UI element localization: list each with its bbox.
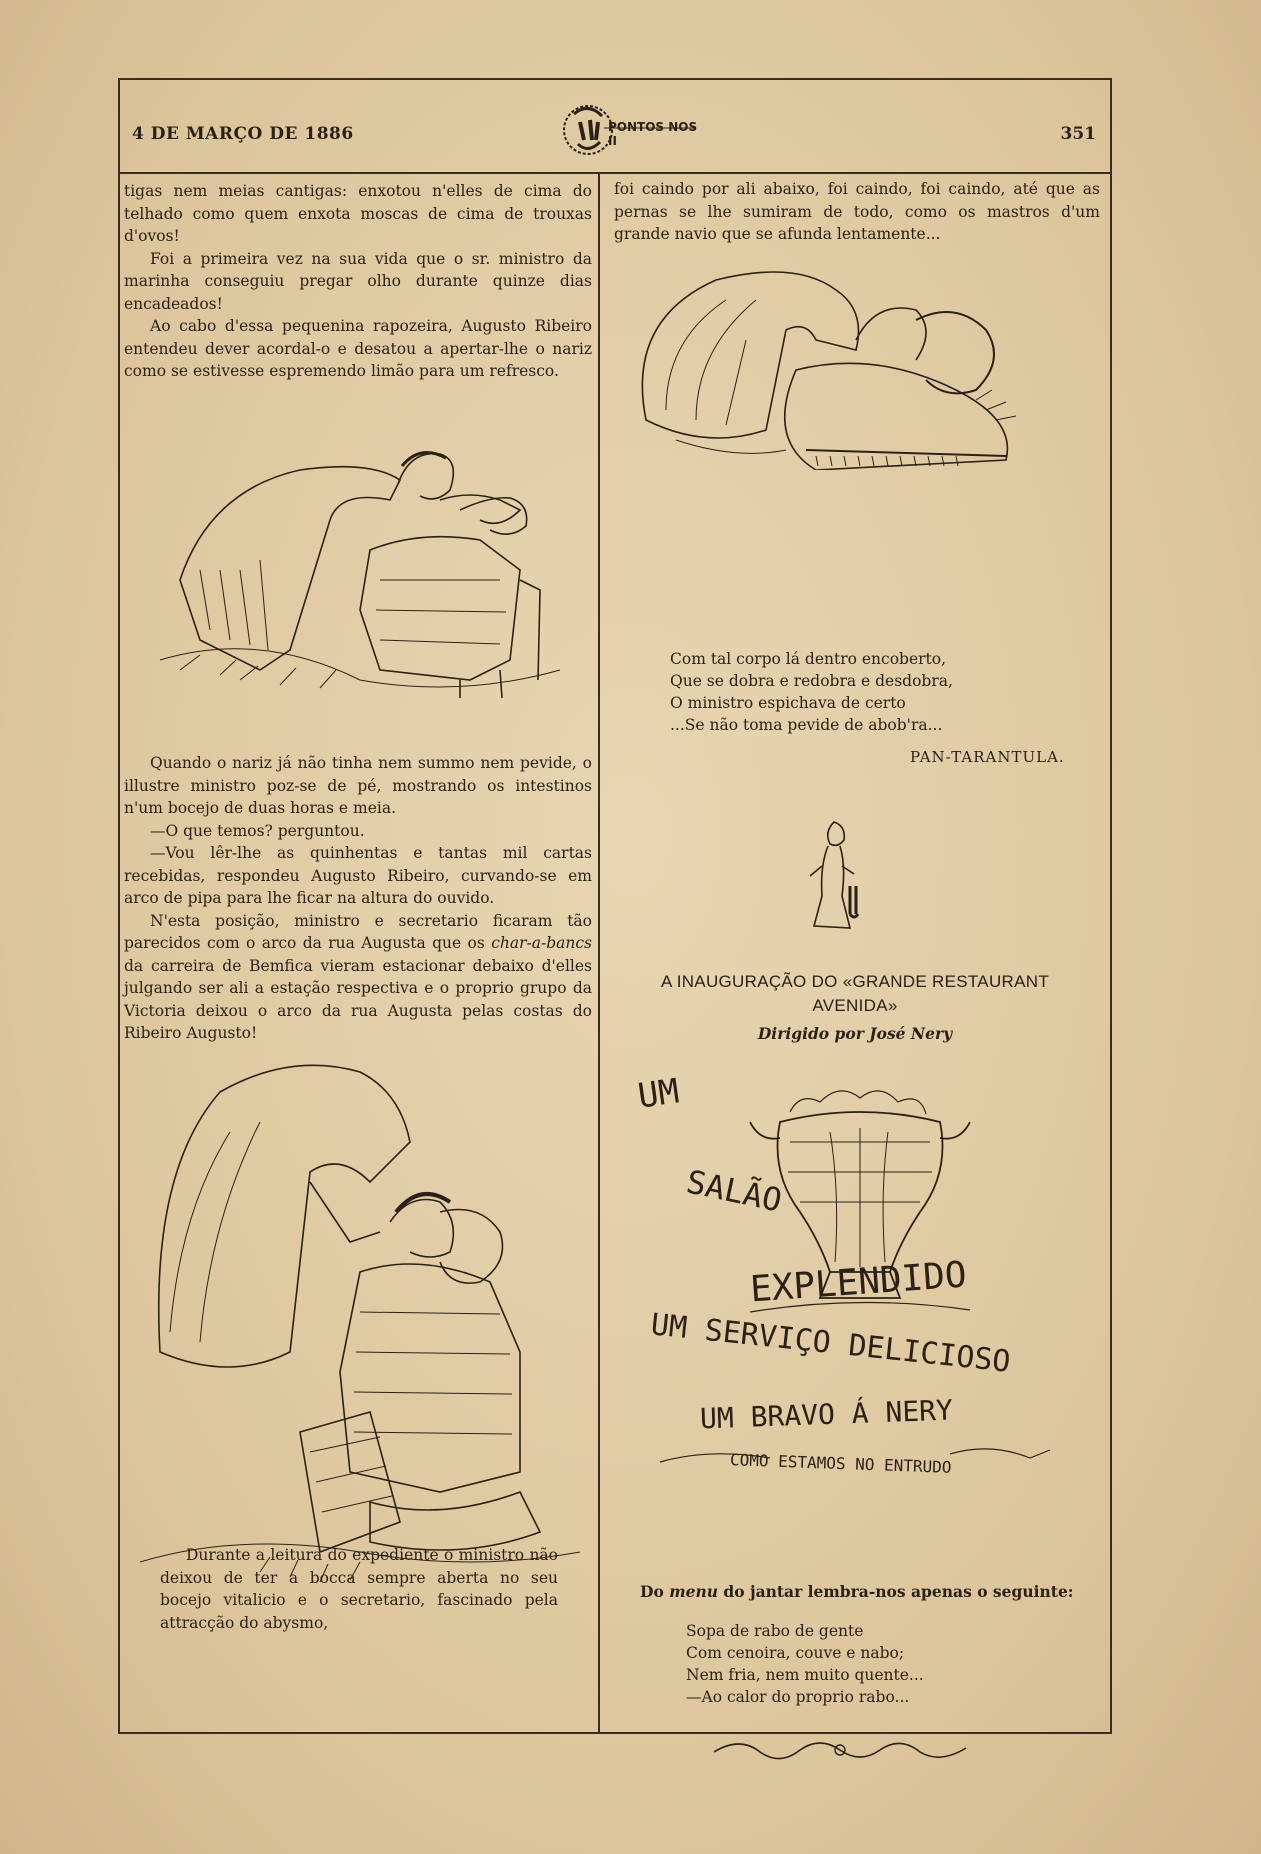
paragraph: tigas nem meias cantigas: enxotou n'elles de cima do telhado como quem enxota moscas de cima de trouxas d'ovos! [124, 182, 592, 245]
paragraph: Quando o nariz já não tinha nem summo nem pevide, o illustre ministro poz-se de pé, mostrando os intestinos n'um bocejo de duas horas e meia. [124, 754, 592, 817]
illustration-nose-pinch [140, 430, 580, 700]
verse-block [670, 648, 1070, 736]
verse-line: Que se dobra e redobra e desdobra, [670, 672, 953, 690]
paragraph: Foi a primeira vez na sua vida que o sr. ministro da marinha conseguiu pregar olho durante quinze dias encadeados! [124, 249, 592, 313]
right-column [600, 172, 1110, 1732]
vignette-figure [794, 816, 874, 936]
page-header [120, 80, 1110, 174]
menu-verse [686, 1620, 1066, 1708]
article-subtitle: Dirigido por José Nery [757, 1024, 953, 1043]
menu-intro-italic: menu [669, 1582, 718, 1601]
signature: PAN-TARANTULA. [910, 748, 1065, 766]
masthead-logo [560, 94, 700, 162]
paragraph [124, 910, 592, 1045]
hand-lettered-menu-art [630, 1062, 1090, 1502]
page-number: 351 [1060, 124, 1096, 144]
verse-line: —Ao calor do proprio rabo... [686, 1688, 910, 1706]
paragraph-italic: char-a-bancs [491, 934, 592, 952]
verse-line: Com cenoira, couve e nabo; [686, 1644, 905, 1662]
caption: Durante a leitura do expediente o ministro não deixou de ter a bocca sempre aberta no seu bocejo vitalicio e o secretario, fascinado pela attracção do abysmo, [160, 1546, 558, 1632]
left-column [120, 172, 598, 1732]
verse-line: Sopa de rabo de gente [686, 1622, 864, 1640]
verse-line: Nem fria, nem muito quente... [686, 1666, 924, 1684]
lettering-line: EXPLENDIDO [748, 1254, 968, 1311]
left-text-top [124, 180, 592, 383]
title-line: A INAUGURAÇÃO DO «GRANDE RESTAURANT [660, 972, 1050, 991]
left-text-middle [124, 752, 592, 1045]
paragraph: —O que temos? perguntou. [150, 821, 365, 840]
verse-line: ...Se não toma pevide de abob'ra... [670, 716, 943, 734]
lettering-line: UM [635, 1071, 682, 1117]
menu-intro [640, 1582, 1090, 1601]
header-date: 4 DE MARÇO DE 1886 [132, 124, 354, 144]
right-text-top [614, 178, 1100, 246]
ornament-flourish [710, 1732, 970, 1768]
paragraph: —Vou lêr-lhe as quinhentas e tantas mil cartas recebidas, respondeu Augusto Ribeiro, curvando-se em arco de pipa para lhe ficar na altura do ouvido. [124, 844, 592, 907]
verse-line: Com tal corpo lá dentro encoberto, [670, 650, 947, 668]
logo-text: PONTOS NOS II [608, 120, 698, 148]
menu-intro-part: do jantar lembra-nos apenas o seguinte: [718, 1582, 1074, 1601]
lettering-line: COMO ESTAMOS NO ENTRUDO [729, 1450, 952, 1477]
page-frame [118, 78, 1112, 1734]
lettering-line: UM BRAVO Á NERY [699, 1393, 954, 1436]
menu-intro-part: Do [640, 1582, 670, 1601]
paragraph: foi caindo por ali abaixo, foi caindo, foi caindo, até que as pernas se lhe sumiram de todo, como os mastros d'um grande navio que se afunda lentamente... [614, 180, 1100, 243]
illustration-yawn [140, 1052, 580, 1602]
paragraph: Ao cabo d'essa pequenina rapozeira, Augusto Ribeiro entendeu dever acordal-o e desatou a apertar-lhe o nariz como se estivesse espremendo limão para um refresco. [124, 317, 592, 380]
left-bottom-caption [160, 1544, 558, 1634]
paragraph-part: da carreira de Bemfica vieram estacionar debaixo d'elles julgando ser ali a estação respectiva e o proprio grupo da Victoria deixou o arco da rua Augusta pelas costas do Ribeiro Augusto! [124, 956, 592, 1042]
verse-line: O ministro espichava de certo [670, 694, 906, 712]
title-line: AVENIDA» [812, 996, 898, 1015]
lettering-line: SALÃO [683, 1162, 786, 1220]
illustration-sinking [616, 260, 1056, 470]
article-title [620, 970, 1090, 1018]
lettering-line: UM SERVIÇO DELICIOSO [649, 1307, 1013, 1380]
paragraph-part: N'esta posição, ministro e secretario ficaram tão parecidos com o arco da rua Augusta que os [124, 911, 592, 952]
